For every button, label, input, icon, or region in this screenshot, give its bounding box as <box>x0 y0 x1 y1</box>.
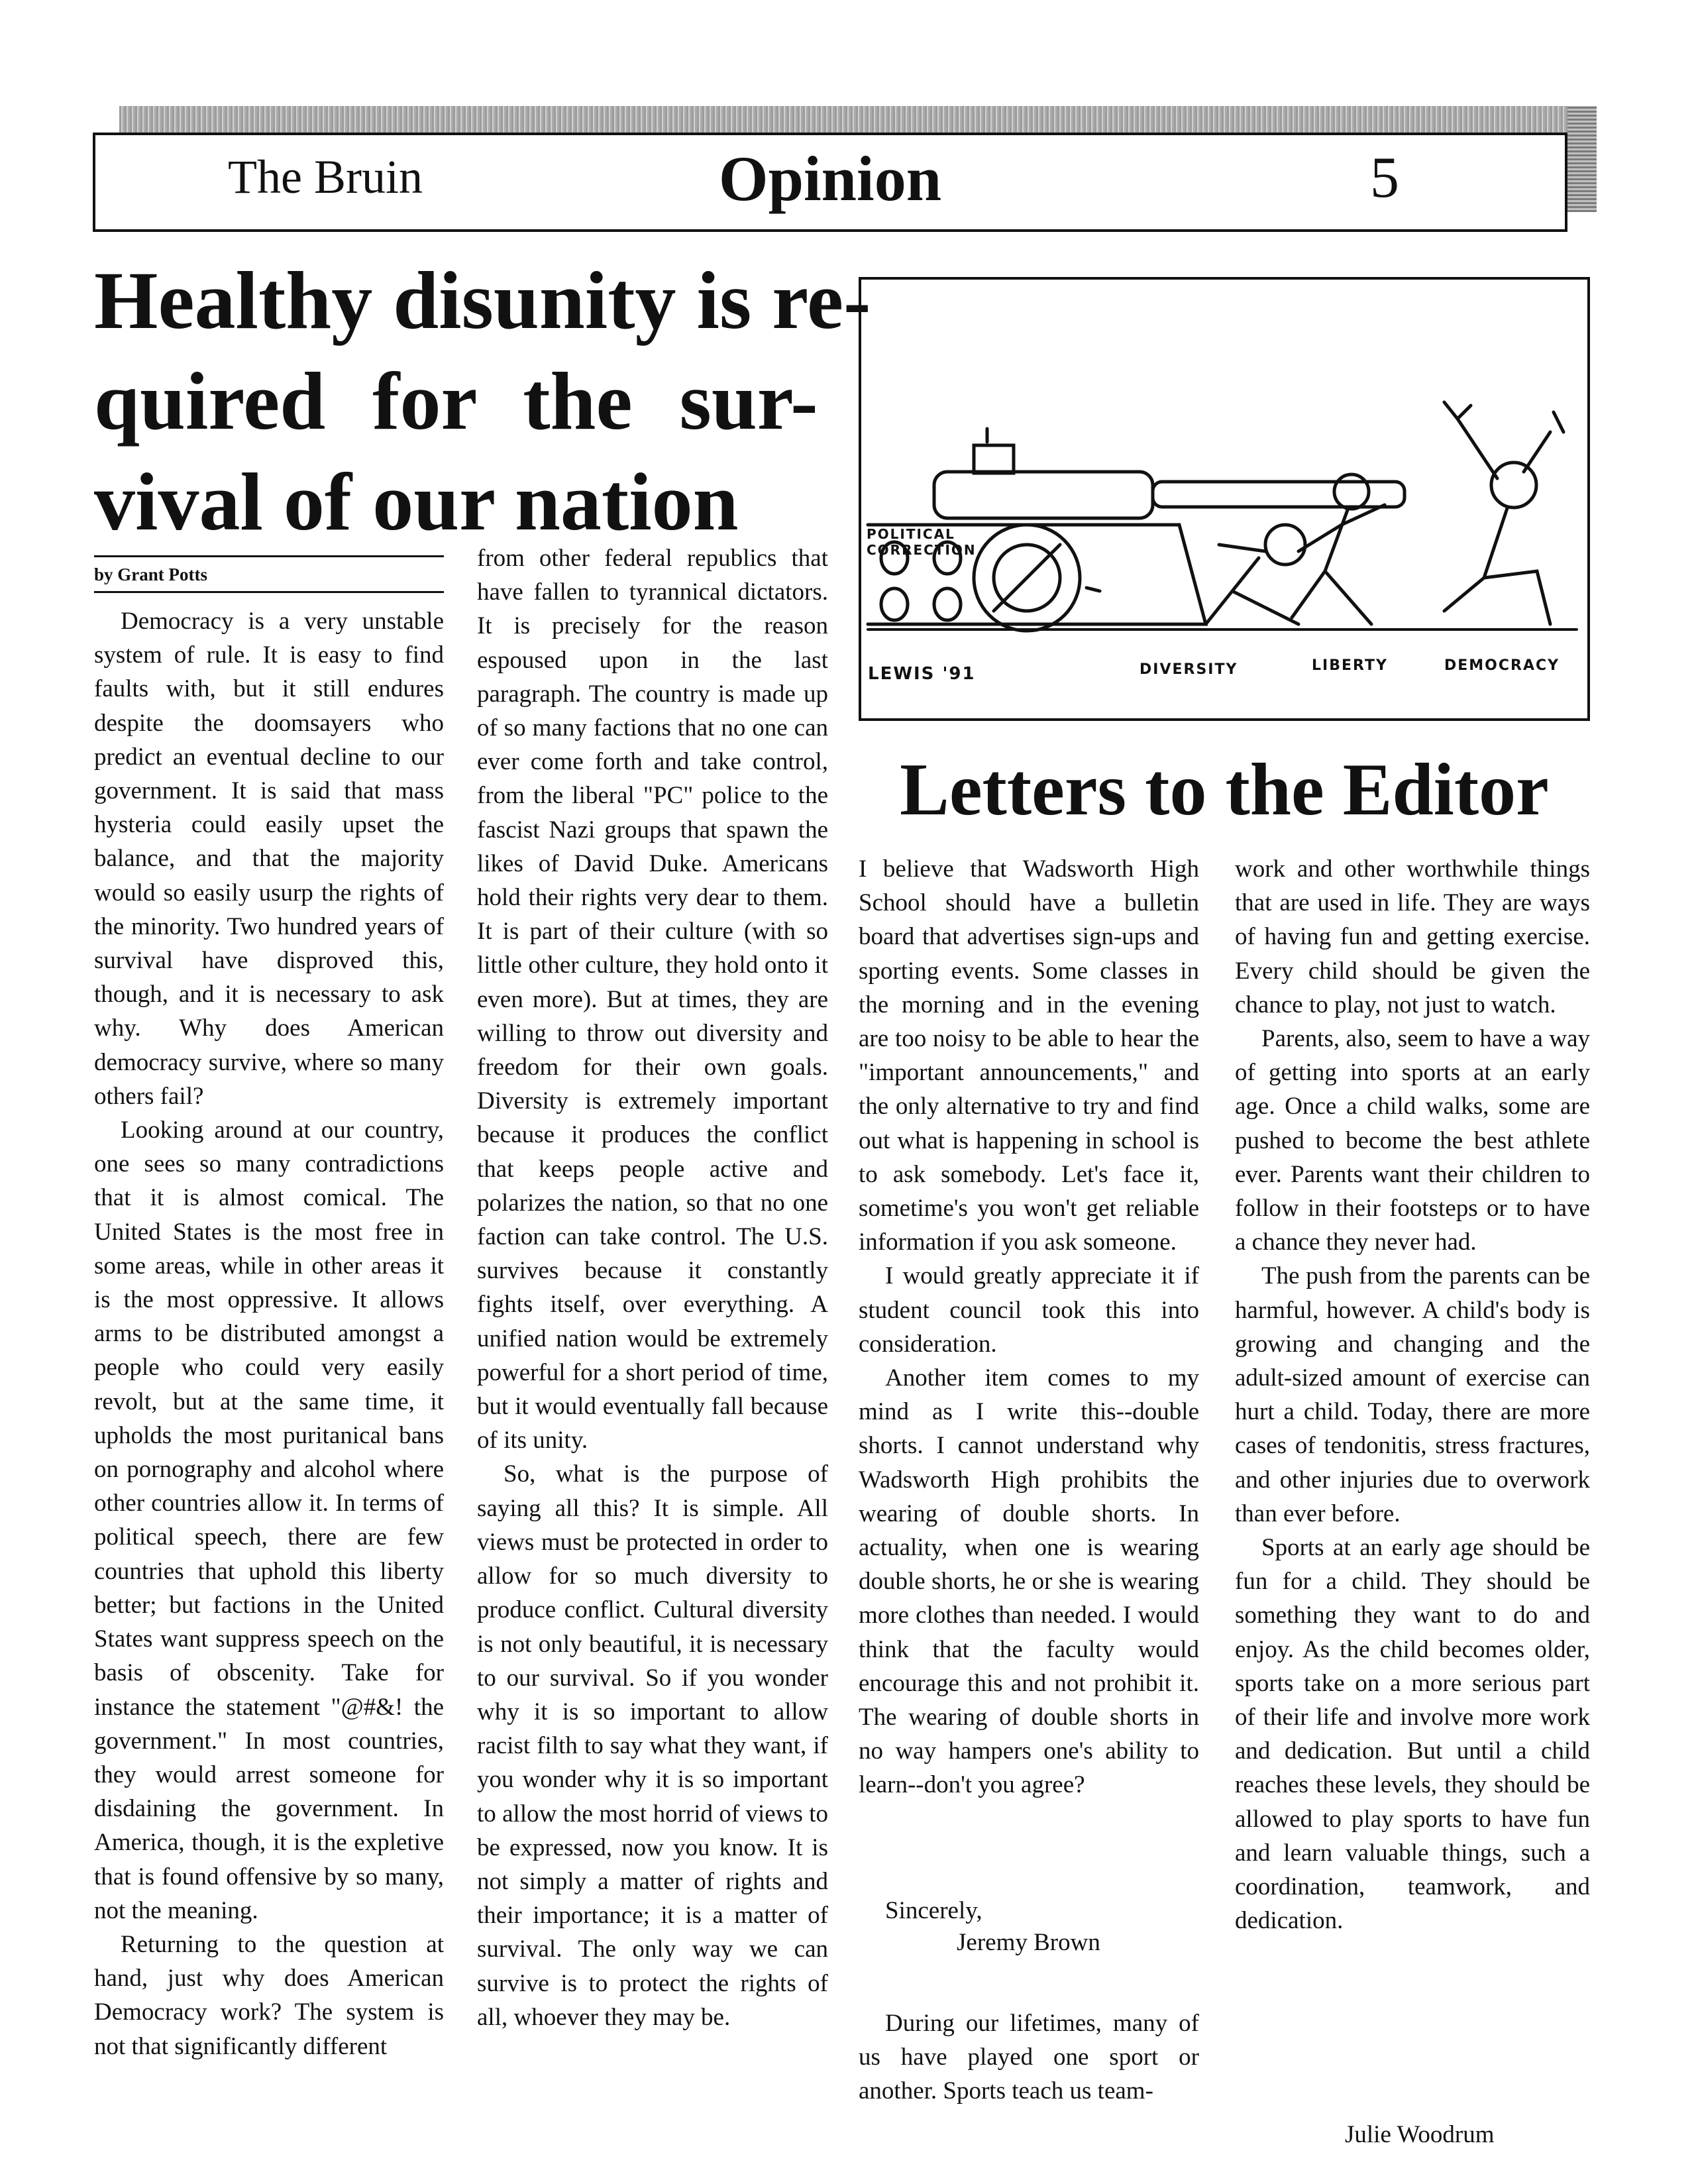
label-democracy: DEMOCRACY <box>1444 657 1560 674</box>
letters-heading: Letters to the Editor <box>900 749 1549 831</box>
paragraph: Parents, also, seem to have a way of getting into sports at an early age. Once a child walks, some are pushed to become the best athlete ever. Parents want their children to follow in their footsteps or to have a chance they never had. <box>1235 1025 1590 1256</box>
letters-column-1-continued <box>859 2006 1199 2108</box>
letters-column-1 <box>859 852 1199 1802</box>
letter-signature-1: Jeremy Brown <box>957 1929 1100 1956</box>
letter-closing: Sincerely, <box>885 1897 982 1924</box>
letters-column-2 <box>1235 852 1590 1938</box>
paragraph: Returning to the question at hand, just why does American Democracy work? The system is not that significantly different <box>94 1930 444 2060</box>
paragraph: I would greatly appreciate it if student council took this into consideration. <box>859 1262 1199 1358</box>
tank-hatch <box>974 445 1014 473</box>
page-number: 5 <box>1370 146 1399 210</box>
paragraph: The push from the parents can be harmful, however. A child's body is growing and changing and the adult-sized amount of exercise can hurt a child. Today, there are more cases of tendonitis, stress fractures, and other injuries due to overwork than ever before. <box>1235 1262 1590 1527</box>
corner-shade <box>1567 106 1597 212</box>
article-column-2 <box>477 541 828 2034</box>
section-title: Opinion <box>718 143 942 214</box>
headline-line: Healthy disunity is re- <box>94 255 871 346</box>
byline: by Grant Potts <box>94 565 207 584</box>
paragraph: Another item comes to my mind as I write this--double shorts. I cannot understand why Wadsworth High prohibits the wearing of double shorts. In actuality, when one is wearing double shorts, he or she is wearing more clothes than needed. I would think that the faculty would encourage this and not prohibit it. The wearing of double shorts in no way hampers one's ability to learn--don't you agree? <box>859 1364 1199 1799</box>
byline-rule-top <box>94 555 444 557</box>
byline-rule-bottom <box>94 591 444 593</box>
tank-label: POLITICAL CORRECTION <box>867 526 977 558</box>
editorial-cartoon <box>859 277 1590 721</box>
label-liberty: LIBERTY <box>1312 657 1388 674</box>
paragraph: Sports at an early age should be fun for a child. They should be something they want to do and enjoy. As the child becomes older, sports take on a more serious part of their life and involve more work and dedication. But until a child reaches these levels, they should be allowed to play sports to have fun and learn valuable things, such a coordination, teamwork, and dedication. <box>1235 1534 1590 1935</box>
label-diversity: DIVERSITY <box>1140 661 1238 678</box>
paragraph: During our lifetimes, many of us have played one sport or another. Sports teach us team- <box>859 2010 1199 2105</box>
page-header <box>93 133 1567 232</box>
paper-name: The Bruin <box>228 150 423 203</box>
article-column-1 <box>94 604 444 2063</box>
cartoonist-signature: LEWIS '91 <box>868 664 976 684</box>
tank-turret <box>934 472 1153 518</box>
headline-line: vival of our nation <box>94 457 739 547</box>
paragraph: Looking around at our country, one sees so many contradictions that it is almost comical. The United States is the most free in some areas, while in other areas it is the most oppressive. It allows arms to be distributed amongst a people who could very easily revolt, but at the same time, it upholds the most puritanical bans on pornography and alcohol where other countries allow it. In terms of political speech, there are few countries that uphold this liberty better; but factions in the United States want suppress speech on the basis of obscenity. Take for instance the statement "@#&! the government." In most countries, they would arrest someone for disdaining the government. In America, though, it is the expletive that is found offensive by so many, not the meaning. <box>94 1117 444 1924</box>
paragraph: work and other worthwhile things that are used in life. They are ways of having fun and getting exercise. Every child should be given the chance to play, not just to watch. <box>1235 855 1590 1018</box>
article-headline <box>94 250 871 553</box>
letter-signature-2: Julie Woodrum <box>1345 2121 1495 2148</box>
paragraph: Democracy is a very unstable system of rule. It is easy to find faults with, but it still endures despite the doomsayers who predict an eventual decline to our government. It is said that mass hysteria could easily upset the balance, and that the majority would so easily usurp the rights of the minority. Two hundred years of survival have disproved this, though, and it is necessary to ask why. Why does American democracy survive, where so many others fail? <box>94 608 444 1110</box>
cartoon-drawing <box>861 280 1587 718</box>
paragraph: So, what is the purpose of saying all this? It is simple. All views must be protected in order to allow for so much diversity to produce conflict. Cultural diversity is not only beautiful, it is necessary to our survival. So if you wonder why it is so important to allow racist filth to say what they want, if you wonder why it is so important to allow the most horrid of views to be expressed, now you know. It is not simply a matter of rights and their importance; it is a matter of survival. The only way we can survive is to protect the rights of all, whoever they may be. <box>477 1460 828 2031</box>
paragraph: I believe that Wadsworth High School should have a bulletin board that advertises sign-ups and sporting events. Some classes in the morning and in the evening are too noisy to be able to hear the "important announcements," and the only alternative to try and find out what is happening in school is to ask somebody. Let's face it, sometime's you won't get reliable information if you ask someone. <box>859 855 1199 1256</box>
headline-line: quired for the sur- <box>94 356 818 447</box>
paragraph: from other federal republics that have fallen to tyrannical dictators. It is precisely for the reason espoused upon in the last paragraph. The country is made up of so many factions that no one can ever come forth and take control, from the liberal "PC" police to the fascist Nazi groups that spawn the likes of David Duke. Americans hold their rights very dear to them. It is part of their culture (with so little other culture, they hold onto it even more). But at times, they are willing to throw out diversity and freedom for their own goals. Diversity is extremely important because it produces the conflict that keeps people active and polarizes the nation, so that no one faction can take control. The U.S. survives because it constantly fights itself, over everything. A unified nation would be extremely powerful for a short period of time, but it would eventually fall because of its unity. <box>477 545 828 1454</box>
top-decorative-bar <box>119 106 1597 133</box>
